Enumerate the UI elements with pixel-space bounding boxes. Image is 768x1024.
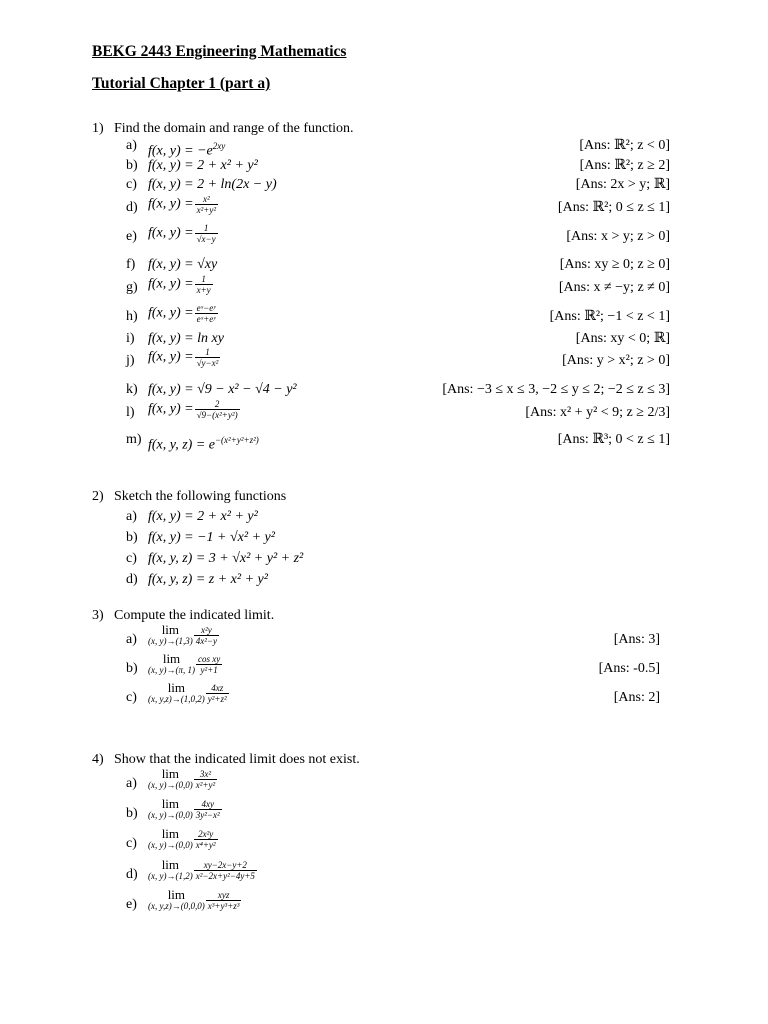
q1-answer: [Ans: ℝ³; 0 < z ≤ 1] [557, 432, 670, 447]
q3-limit-expression [148, 653, 223, 675]
q2-function-text: f(x, y) = −1 + √x² + y² [148, 530, 275, 545]
q3-label: b) [126, 661, 138, 676]
q3-numerator: cos xy [198, 653, 221, 664]
q4-fraction [206, 890, 242, 911]
q1-function [148, 274, 214, 295]
q4-lim-word: lim [161, 857, 180, 872]
q3-lim-word: lim [162, 651, 181, 666]
q4-lim-word: lim [161, 766, 180, 781]
q1-label: g) [126, 280, 138, 295]
q2-label: d) [126, 572, 138, 587]
q3-limit-expression [148, 682, 230, 704]
q4-lim-word: lim [167, 887, 186, 902]
q4-fraction [194, 829, 218, 850]
q1-denominator: √9−(x²+y²) [196, 410, 238, 420]
q1-label: c) [126, 177, 137, 192]
q1-prompt: Find the domain and range of the function. [114, 121, 354, 136]
q4-numerator: 2x²y [194, 829, 218, 840]
q1-function [148, 382, 297, 398]
q3-numerator: x²y [194, 625, 219, 636]
q4-denominator: x²−2x+y²−4y+5 [195, 870, 255, 881]
q4-numerator: 4xy [194, 799, 222, 810]
q1-numerator: eˣ−eʸ [196, 303, 216, 313]
q4-denominator: x³+y³+z³ [207, 900, 240, 911]
q1-function-text: f(x, y, z) = e [148, 437, 215, 453]
q2-label: a) [126, 509, 137, 524]
q4-limit-expression [148, 828, 219, 850]
q4-denominator: 3y²−x² [195, 809, 220, 820]
q1-label: d) [126, 200, 138, 215]
q1-answer: [Ans: x² + y² < 9; z ≥ 2/3] [525, 405, 670, 420]
q1-function-text: f(x, y) = ln xy [148, 331, 224, 346]
q3-limit-approach: (x, y)→(π, 1) [148, 665, 195, 675]
q1-function-text: f(x, y) = √9 − x² − √4 − y² [148, 382, 297, 397]
q1-exponent: −(x²+y²+z²) [214, 435, 259, 445]
q3-limit-approach: (x, y,z)→(1,0,2) [148, 694, 205, 704]
q1-answer: [Ans: xy ≥ 0; z ≥ 0] [559, 257, 670, 272]
q1-denominator: √x−y [196, 234, 216, 244]
q1-label: l) [126, 405, 135, 420]
q3-limit [148, 624, 193, 646]
q4-label: b) [126, 806, 138, 821]
q4-fraction [194, 769, 217, 790]
q1-function-text: f(x, y) = [148, 401, 194, 417]
q2-function [148, 530, 275, 546]
q4-limit-approach: (x, y)→(0,0) [148, 810, 193, 820]
q1-fraction [195, 194, 218, 215]
q2-label: b) [126, 530, 138, 545]
q1-answer: [Ans: ℝ²; 0 ≤ z ≤ 1] [557, 200, 670, 215]
q1-function-text: f(x, y) = [148, 349, 194, 365]
q4-lim-word: lim [161, 796, 180, 811]
q3-numerator: 4xz [206, 683, 229, 694]
q2-function-text: f(x, y, z) = 3 + √x² + y² + z² [148, 551, 304, 566]
q4-label: c) [126, 836, 137, 851]
q3-limit-expression [148, 624, 220, 646]
q4-limit-expression [148, 768, 218, 790]
q1-numerator: 1 [195, 223, 218, 234]
q4-label: a) [126, 776, 137, 791]
q4-limit-expression [148, 859, 258, 881]
q4-limit-approach: (x, y)→(0,0) [148, 840, 193, 850]
q1-label: k) [126, 382, 138, 397]
q4-limit-approach: (x, y)→(0,0) [148, 780, 193, 790]
q4-denominator: x²+y² [195, 779, 216, 790]
q3-answer: [Ans: 3] [613, 632, 660, 647]
q1-exponent: 2xy [212, 141, 226, 151]
q4-number: 4) [92, 752, 104, 767]
tutorial-title: Tutorial Chapter 1 (part a) [92, 75, 271, 92]
q1-function-text: f(x, y) = [148, 225, 194, 241]
q1-function-text: f(x, y) = √xy [148, 257, 218, 272]
q4-limit [148, 828, 193, 850]
q4-limit [148, 889, 205, 911]
q4-limit-approach: (x, y,z)→(0,0,0) [148, 901, 205, 911]
q1-fraction [195, 223, 218, 244]
q1-function-text: f(x, y) = [148, 305, 194, 321]
q4-limit-approach: (x, y)→(1,2) [148, 871, 193, 881]
q1-label: b) [126, 158, 138, 173]
q1-fraction [195, 274, 213, 295]
q1-fraction [195, 347, 221, 368]
q4-numerator: 3x² [194, 769, 217, 780]
q1-function [148, 257, 217, 273]
q3-fraction [206, 683, 229, 704]
q2-prompt: Sketch the following functions [114, 489, 287, 504]
q3-label: c) [126, 690, 137, 705]
q1-function-text: f(x, y) = [148, 276, 194, 292]
q3-denominator: 4x²−y [195, 635, 217, 646]
q4-limit [148, 768, 193, 790]
q1-label: e) [126, 229, 137, 244]
q1-label: f) [126, 257, 136, 272]
q2-function [148, 509, 258, 525]
q1-denominator: √y−x² [196, 358, 219, 368]
q4-prompt: Show that the indicated limit does not exist. [114, 752, 360, 767]
q1-function [148, 399, 241, 420]
q4-numerator: xy−2x−y+2 [194, 860, 257, 871]
q1-answer: [Ans: x ≠ −y; z ≠ 0] [558, 280, 670, 295]
q3-prompt: Compute the indicated limit. [114, 608, 275, 623]
q4-fraction [194, 799, 222, 820]
q1-label: m) [126, 432, 142, 447]
course-title: BEKG 2443 Engineering Mathematics [92, 43, 347, 60]
q1-answer: [Ans: ℝ²; z < 0] [579, 138, 670, 153]
q1-denominator: x+y [196, 285, 211, 295]
q1-function [148, 194, 219, 215]
q1-answer: [Ans: −3 ≤ x ≤ 3, −2 ≤ y ≤ 2; −2 ≤ z ≤ 3] [442, 382, 670, 397]
q3-lim-word: lim [161, 622, 180, 637]
q1-numerator: 1 [195, 347, 221, 358]
q1-answer: [Ans: ℝ²; −1 < z < 1] [549, 309, 670, 324]
q1-function-text: f(x, y) = 2 + x² + y² [148, 158, 258, 173]
q1-function [148, 158, 258, 174]
q1-function [148, 432, 259, 454]
q4-limit [148, 859, 193, 881]
q4-limit-expression [148, 798, 223, 820]
q4-fraction [194, 860, 257, 881]
q2-function [148, 551, 303, 567]
q1-denominator: eˣ+eʸ [196, 314, 216, 324]
q1-numerator: 1 [195, 274, 213, 285]
q1-numerator: x² [195, 194, 218, 205]
q1-label: j) [126, 353, 135, 368]
q1-denominator: x²+y² [196, 205, 217, 215]
q1-function-text: f(x, y) = 2 + ln(2x − y) [148, 177, 277, 192]
q1-answer: [Ans: x > y; z > 0] [566, 229, 670, 244]
q3-lim-word: lim [167, 680, 186, 695]
q1-fraction [195, 399, 240, 420]
q1-answer: [Ans: ℝ²; z ≥ 2] [579, 158, 670, 173]
q1-function [148, 177, 277, 193]
q3-label: a) [126, 632, 137, 647]
q1-function-text: f(x, y) = [148, 196, 194, 212]
q1-numerator: 2 [195, 399, 240, 410]
q4-denominator: x⁴+y² [195, 839, 216, 850]
q3-limit-approach: (x, y)→(1,3) [148, 636, 193, 646]
q1-function [148, 138, 225, 160]
q2-function-text: f(x, y, z) = z + x² + y² [148, 572, 268, 587]
q3-limit [148, 682, 205, 704]
q4-lim-word: lim [161, 826, 180, 841]
q3-denominator: y²+z² [207, 693, 227, 704]
q1-label: i) [126, 331, 135, 346]
q3-number: 3) [92, 608, 104, 623]
q2-number: 2) [92, 489, 104, 504]
q4-label: d) [126, 867, 138, 882]
q1-answer: [Ans: y > x²; z > 0] [562, 353, 670, 368]
q1-number: 1) [92, 121, 104, 136]
q1-function-text: f(x, y) = −e [148, 143, 213, 159]
q1-answer: [Ans: 2x > y; ℝ] [575, 177, 670, 192]
q1-fraction [195, 303, 218, 324]
q3-fraction [194, 625, 219, 646]
q3-fraction [196, 654, 222, 675]
q1-function [148, 303, 219, 324]
q1-label: h) [126, 309, 138, 324]
q4-limit [148, 798, 193, 820]
q4-label: e) [126, 897, 137, 912]
q3-answer: [Ans: 2] [613, 690, 660, 705]
q1-answer: [Ans: xy < 0; ℝ] [575, 331, 670, 346]
q1-function [148, 223, 219, 244]
q2-function-text: f(x, y) = 2 + x² + y² [148, 509, 258, 524]
q2-function [148, 572, 268, 588]
q4-numerator: xyz [206, 890, 242, 901]
q4-limit-expression [148, 889, 242, 911]
q1-function [148, 331, 224, 347]
q3-denominator: y²+1 [200, 664, 218, 675]
q3-answer: [Ans: -0.5] [598, 661, 660, 676]
q1-label: a) [126, 138, 137, 153]
q2-label: c) [126, 551, 137, 566]
q3-limit [148, 653, 195, 675]
q1-function [148, 347, 221, 368]
